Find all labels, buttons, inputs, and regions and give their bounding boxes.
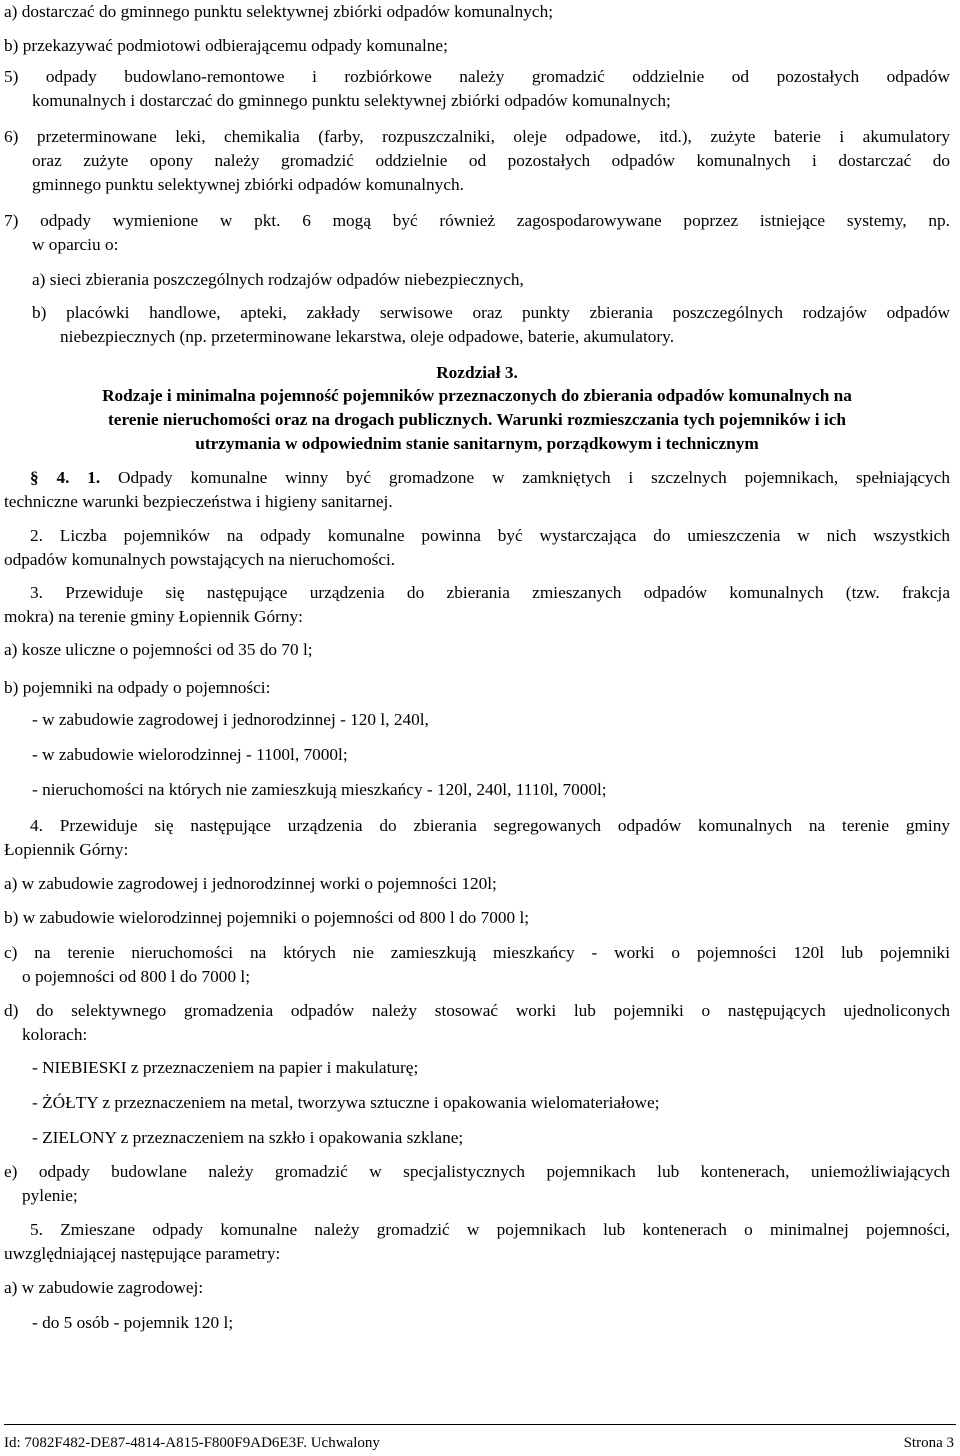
section-4-4-c bbox=[4, 941, 950, 989]
color-green: - ZIELONY z przeznaczeniem na szkło i opakowania szklane; bbox=[32, 1128, 464, 1147]
section-4-4-d bbox=[4, 999, 950, 1047]
point-7-b-line-2: niebezpiecznych (np. przeterminowane lekarstwa, oleje odpadowe, baterie, akumulatory. bbox=[60, 327, 675, 346]
point-6 bbox=[4, 125, 950, 197]
section-4-2-line-1: 2. Liczba pojemników na odpady komunalne powinna być wystarczająca do umieszczenia w nich wszystkich bbox=[30, 526, 950, 545]
section-4-4-a: a) w zabudowie zagrodowej i jednorodzinnej worki o pojemności 120l; bbox=[4, 874, 497, 893]
chapter-title bbox=[4, 384, 950, 456]
section-4-2-line-2: odpadów komunalnych powstających na nieruchomości. bbox=[4, 550, 396, 569]
point-7-line-2: w oparciu o: bbox=[32, 235, 119, 254]
section-4-3 bbox=[4, 581, 950, 629]
document-id: Id: 7082F482-DE87-4814-A815-F800F9AD6E3F. Uchwalony bbox=[4, 1435, 380, 1451]
section-4-1-text: Odpady komunalne winny być gromadzone w zamkniętych i szczelnych pojemnikach, spełniających bbox=[100, 468, 950, 487]
footer-divider bbox=[4, 1424, 956, 1425]
section-4-4-d-line-2: kolorach: bbox=[22, 1025, 88, 1044]
point-7-a: a) sieci zbierania poszczególnych rodzajów odpadów niebezpiecznych, bbox=[32, 270, 524, 289]
section-4-5-a-item-1: - do 5 osób - pojemnik 120 l; bbox=[32, 1313, 234, 1332]
point-7-line-1: 7) odpady wymienione w pkt. 6 mogą być również zagospodarowywane poprzez istniejące systemy, np. bbox=[4, 211, 950, 230]
section-4-1 bbox=[4, 466, 950, 514]
section-4-3-b: b) pojemniki na odpady o pojemności: bbox=[4, 678, 271, 697]
item-b-transfer: b) przekazywać podmiotowi odbierającemu odpady komunalne; bbox=[4, 36, 448, 55]
point-7-b bbox=[4, 301, 950, 349]
section-4-2 bbox=[4, 524, 950, 572]
section-4-3-line-2: mokra) na terenie gminy Łopiennik Górny: bbox=[4, 607, 303, 626]
section-4-5 bbox=[4, 1218, 950, 1266]
section-4-5-line-1: 5. Zmieszane odpady komunalne należy gromadzić w pojemnikach lub kontenerach o minimalnej pojemności, bbox=[30, 1220, 950, 1239]
section-4-3-b-item-3: - nieruchomości na których nie zamieszkują mieszkańcy - 120l, 240l, 1110l, 7000l; bbox=[32, 780, 607, 799]
page-number: Strona 3 bbox=[903, 1435, 954, 1451]
point-6-line-2: oraz zużyte opony należy gromadzić oddzielnie od pozostałych odpadów komunalnych i dostarczać do bbox=[32, 151, 950, 170]
section-4-4-d-line-1: d) do selektywnego gromadzenia odpadów należy stosować worki lub pojemniki o następujących ujednoliconych bbox=[4, 1001, 950, 1020]
section-4-3-b-item-2: - w zabudowie wielorodzinnej - 1100l, 7000l; bbox=[32, 745, 348, 764]
point-5-line-1: 5) odpady budowlano-remontowe i rozbiórkowe należy gromadzić oddzielnie od pozostałych odpadów bbox=[4, 67, 950, 86]
point-6-line-1: 6) przeterminowane leki, chemikalia (farby, rozpuszczalniki, oleje odpadowe, itd.), zużyte baterie i akumulatory bbox=[4, 127, 950, 146]
color-blue: - NIEBIESKI z przeznaczeniem na papier i makulaturę; bbox=[32, 1058, 419, 1077]
section-4-4 bbox=[4, 814, 950, 862]
section-4-4-e bbox=[4, 1160, 950, 1208]
section-number: § 4. 1. bbox=[30, 468, 101, 487]
page-footer bbox=[4, 1433, 954, 1453]
point-6-line-3: gminnego punktu selektywnej zbiórki odpadów komunalnych. bbox=[32, 175, 464, 194]
section-4-5-line-2: uwzględniającej następujące parametry: bbox=[4, 1244, 281, 1263]
item-a-deliver: a) dostarczać do gminnego punktu selektywnej zbiórki odpadów komunalnych; bbox=[4, 2, 554, 21]
color-yellow: - ŻÓŁTY z przeznaczeniem na metal, tworzywa sztuczne i opakowania wielomateriałowe; bbox=[32, 1093, 660, 1112]
section-4-1-line-1 bbox=[4, 466, 950, 490]
section-4-4-line-2: Łopiennik Górny: bbox=[4, 840, 129, 859]
point-5-line-2: komunalnych i dostarczać do gminnego punktu selektywnej zbiórki odpadów komunalnych; bbox=[32, 91, 671, 110]
section-4-3-b-item-1: - w zabudowie zagrodowej i jednorodzinnej - 120 l, 240l, bbox=[32, 710, 429, 729]
chapter-title-line-2: terenie nieruchomości oraz na drogach publicznych. Warunki rozmieszczania tych pojemników i ich bbox=[108, 410, 846, 429]
section-4-4-c-line-1: c) na terenie nieruchomości na których nie zamieszkują mieszkańcy - worki o pojemności 120l lub pojemniki bbox=[4, 943, 950, 962]
section-4-3-line-1: 3. Przewiduje się następujące urządzenia do zbierania zmieszanych odpadów komunalnych (tzw. frakcja bbox=[30, 583, 950, 602]
section-4-4-line-1: 4. Przewiduje się następujące urządzenia do zbierania segregowanych odpadów komunalnych na terenie gminy bbox=[30, 816, 950, 835]
section-4-5-a: a) w zabudowie zagrodowej: bbox=[4, 1278, 204, 1297]
section-4-4-e-line-1: e) odpady budowlane należy gromadzić w specjalistycznych pojemnikach lub kontenerach, uniemożliwiających bbox=[4, 1162, 950, 1181]
point-7-b-line-1: b) placówki handlowe, apteki, zakłady serwisowe oraz punkty zbierania poszczególnych rodzajów odpadów bbox=[32, 303, 950, 322]
section-4-3-a: a) kosze uliczne o pojemności od 35 do 70 l; bbox=[4, 640, 313, 659]
section-4-4-c-line-2: o pojemności od 800 l do 7000 l; bbox=[22, 967, 251, 986]
point-5 bbox=[4, 65, 950, 113]
chapter-title-line-3: utrzymania w odpowiednim stanie sanitarnym, porządkowym i technicznym bbox=[195, 434, 759, 453]
chapter-label: Rozdział 3. bbox=[436, 363, 518, 382]
chapter-title-line-1: Rodzaje i minimalna pojemność pojemników przeznaczonych do zbierania odpadów komunalnych na bbox=[102, 386, 852, 405]
section-4-4-b: b) w zabudowie wielorodzinnej pojemniki o pojemności od 800 l do 7000 l; bbox=[4, 908, 530, 927]
section-4-1-line-2: techniczne warunki bezpieczeństwa i higieny sanitarnej. bbox=[4, 492, 393, 511]
point-7 bbox=[4, 209, 950, 257]
section-4-4-e-line-2: pylenie; bbox=[22, 1186, 78, 1205]
